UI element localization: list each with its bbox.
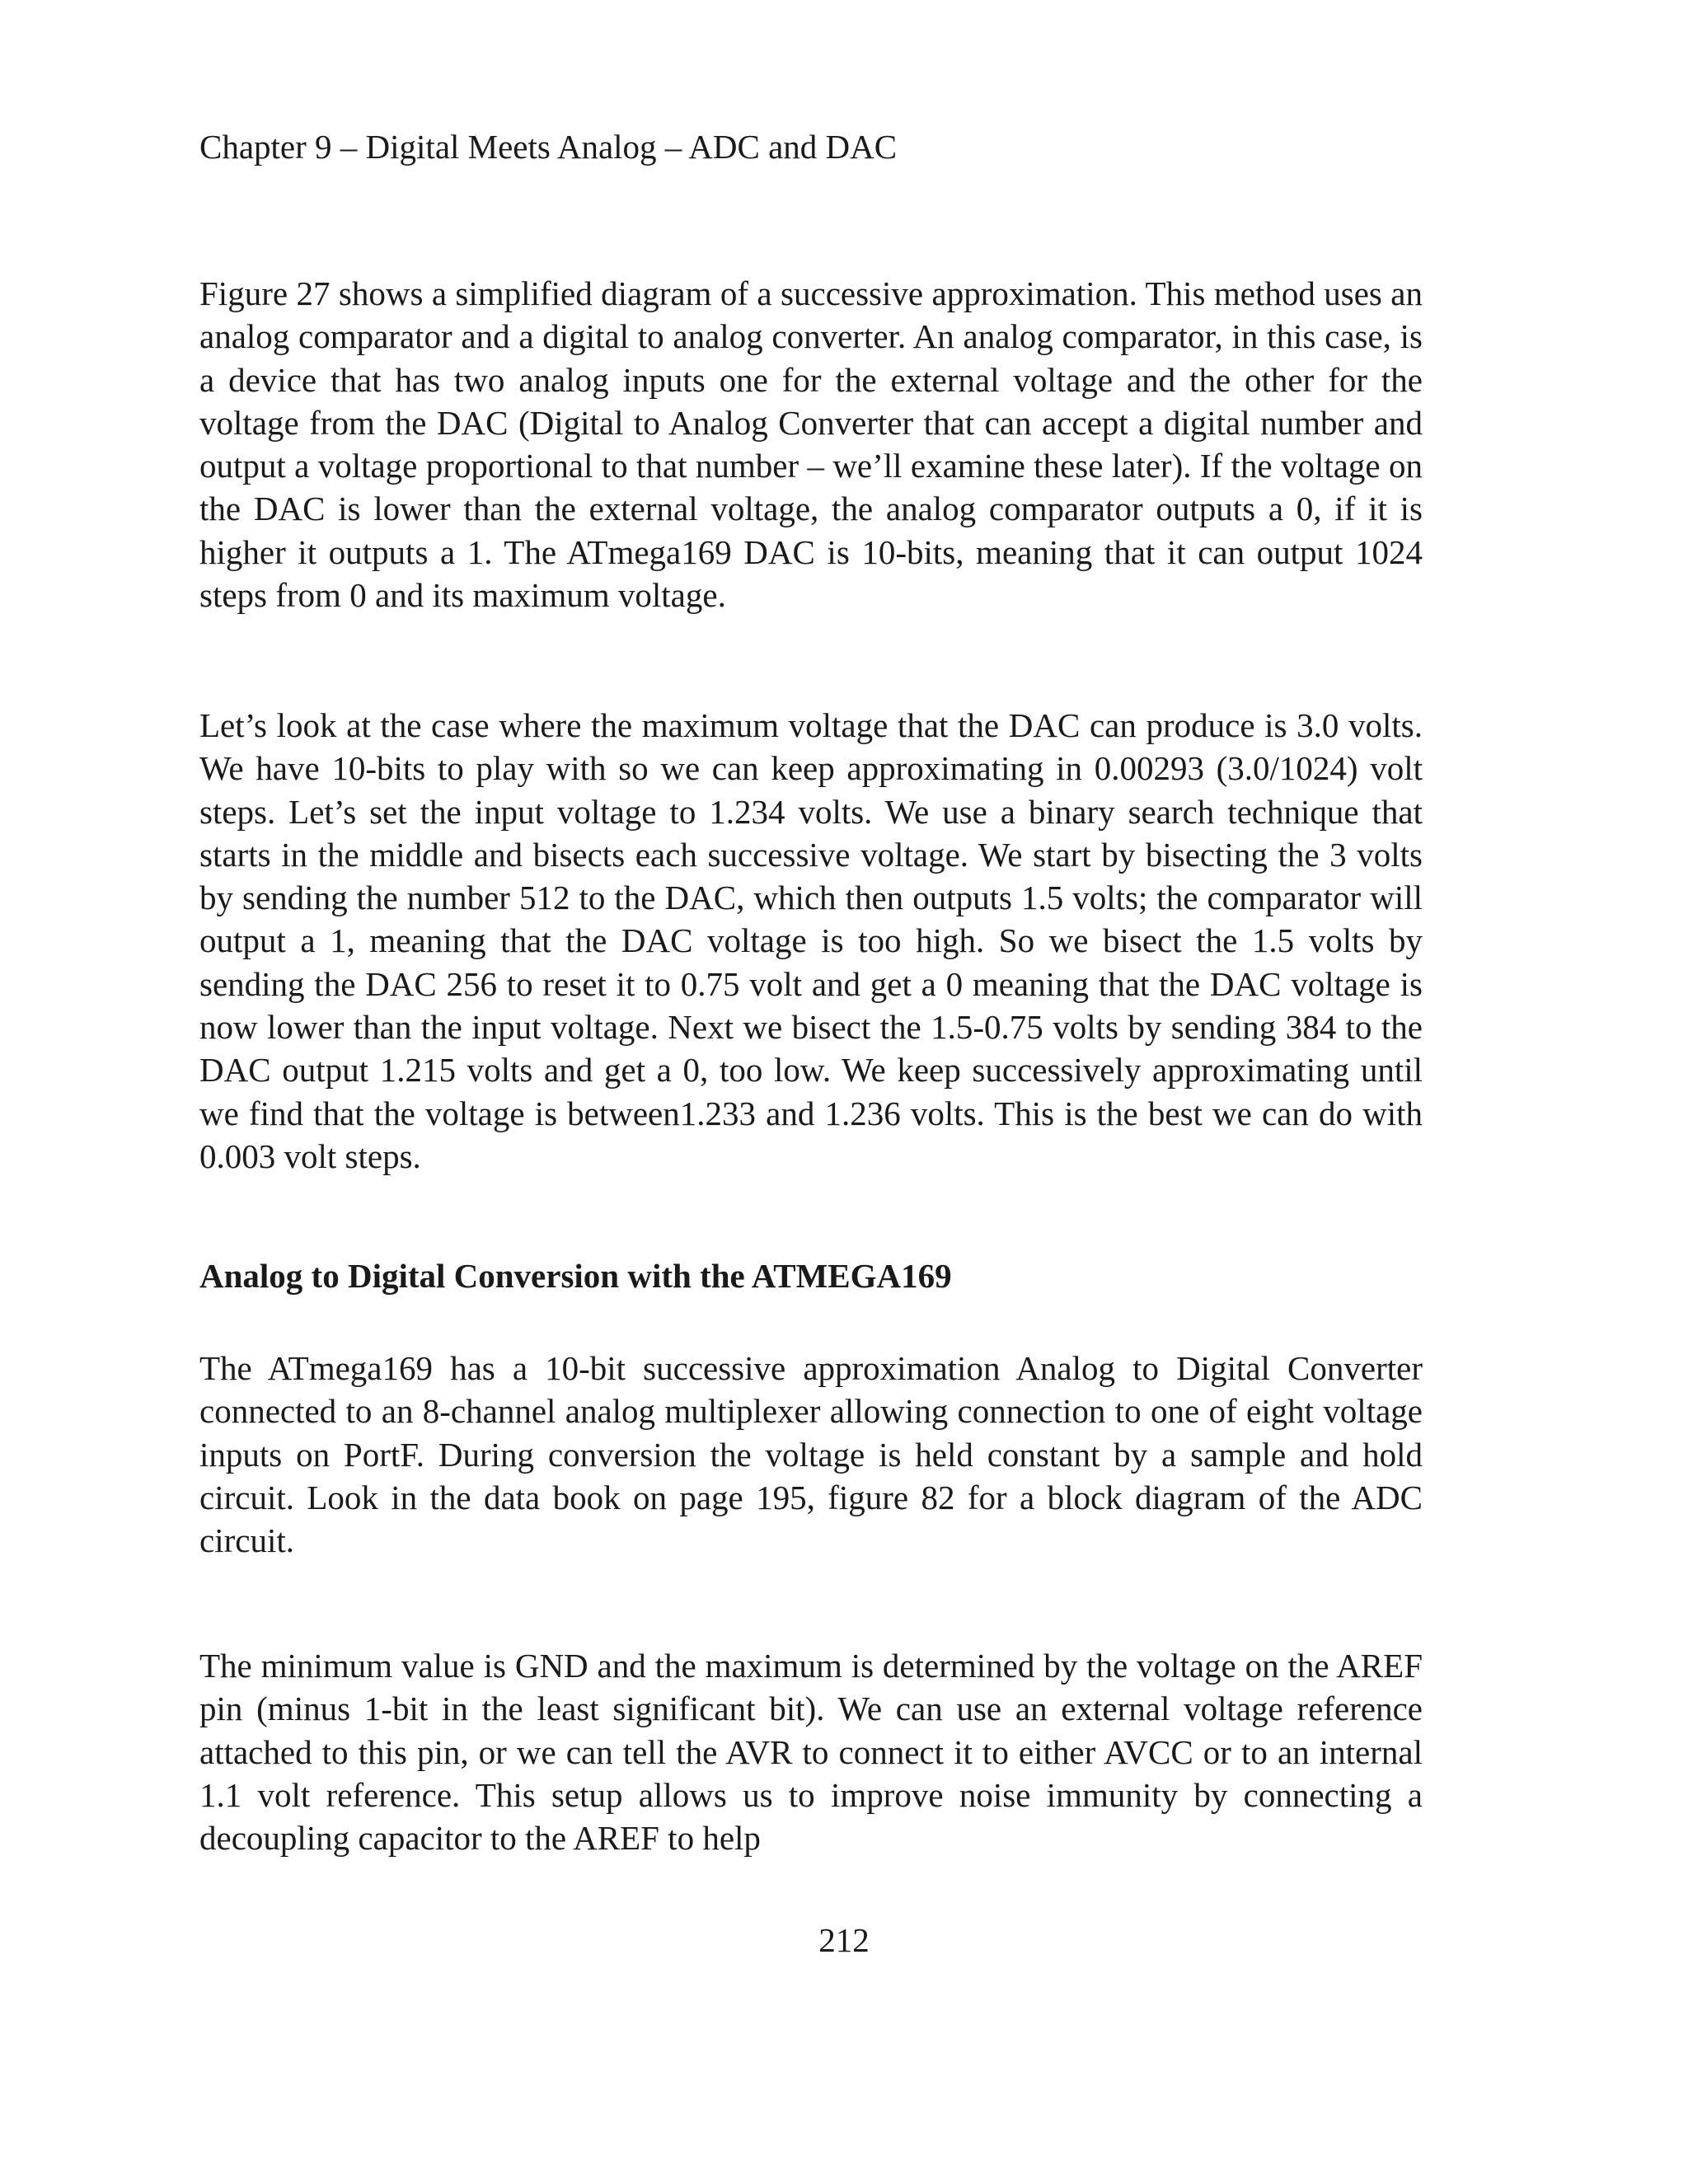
body-paragraph: The minimum value is GND and the maximum is determined by the voltage on the AREF pin (minus 1-bit in the least significant bit). We can use an external voltage reference attached to this pin, or we can tell the AVR to connect it to either AVCC or to an internal 1.1 volt reference. This setup allows us to improve noise immunity by connecting a decoupling capacitor to the AREF to help bbox=[199, 1647, 1423, 1858]
page-number: 212 bbox=[818, 1921, 870, 1959]
running-header: Chapter 9 – Digital Meets Analog – ADC and DAC bbox=[199, 128, 898, 166]
section-heading: Analog to Digital Conversion with the ATMEGA169 bbox=[199, 1257, 952, 1295]
body-paragraph: Figure 27 shows a simplified diagram of a successive approximation. This method uses an analog comparator and a digital to analog converter. An analog comparator, in this case, is a device that has two analog inputs one for the external voltage and the other for the voltage from the DAC (Digital to Analog Converter that can accept a digital number and output a voltage proportional to that number – we’ll examine these later). If the voltage on the DAC is lower than the external voltage, the analog comparator outputs a 0, if it is higher it outputs a 1. The ATmega169 DAC is 10-bits, meaning that it can output 1024 steps from 0 and its maximum voltage. bbox=[199, 274, 1423, 615]
body-paragraph: Let’s look at the case where the maximum voltage that the DAC can produce is 3.0 volts. We have 10-bits to play with so we can keep approximating in 0.00293 (3.0/1024) volt steps. Let’s set the input voltage to 1.234 volts. We use a binary search technique that starts in the middle and bisects each successive voltage. We start by bisecting the 3 volts by sending the number 512 to the DAC, which then outputs 1.5 volts; the comparator will output a 1, meaning that the DAC voltage is too high. So we bisect the 1.5 volts by sending the DAC 256 to reset it to 0.75 volt and get a 0 meaning that the DAC voltage is now lower than the input voltage. Next we bisect the 1.5-0.75 volts by sending 384 to the DAC output 1.215 volts and get a 0, too low. We keep successively approximating until we find that the voltage is between1.233 and 1.236 volts. This is the best we can do with 0.003 volt steps. bbox=[199, 706, 1423, 1175]
body-paragraph: The ATmega169 has a 10-bit successive approximation Analog to Digital Converter connected to an 8-channel analog multiplexer allowing connection to one of eight voltage inputs on PortF. During conversion the voltage is held constant by a sample and hold circuit. Look in the data book on page 195, figure 82 for a block diagram of the ADC circuit. bbox=[199, 1349, 1423, 1560]
